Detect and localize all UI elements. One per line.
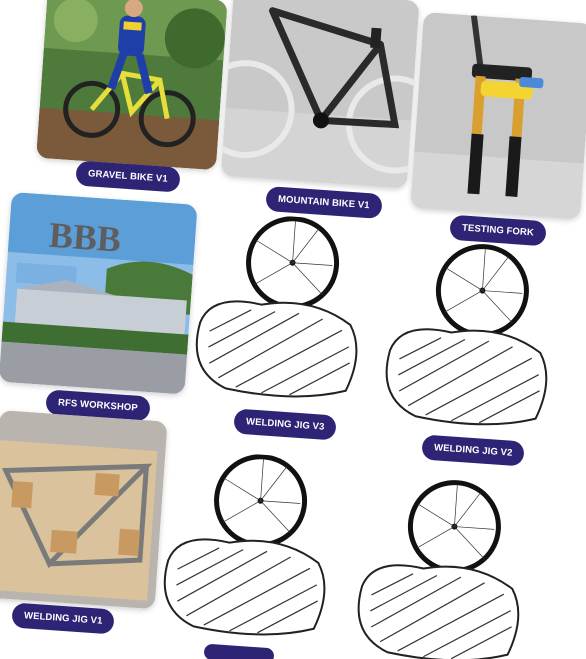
rider-image [36,0,227,170]
welding-jig-v1-photo[interactable] [0,410,168,609]
rfs-workshop-photo[interactable] [0,192,198,395]
card-gravel-bike[interactable] [36,0,227,170]
label-gravel-bike[interactable]: GRAVEL BIKE V1 [75,160,180,192]
card-mountain-bike[interactable] [221,0,420,189]
bbb-sign: BBB [47,214,123,260]
sketch-placeholder-image[interactable] [377,236,570,438]
testing-fork-photo[interactable] [410,12,586,219]
fork-image [410,12,586,219]
mountain-bike-photo[interactable] [221,0,420,189]
card-sketch-9[interactable] [349,472,542,659]
card-welding-jig-v2[interactable] [377,236,570,438]
label-welding-jig-v1[interactable]: WELDING JIG V1 [11,602,115,634]
label-welding-jig-v2[interactable]: WELDING JIG V2 [421,434,525,466]
card-rfs-workshop[interactable] [0,192,198,395]
label-mountain-bike[interactable]: MOUNTAIN BIKE V1 [265,186,382,219]
sketch-placeholder-image[interactable] [185,210,378,412]
label-welding-jig-v3[interactable]: WELDING JIG V3 [233,408,337,440]
gravel-bike-photo[interactable] [36,0,227,170]
sketch-placeholder-image[interactable] [153,448,346,652]
card-welding-jig-v1[interactable] [0,410,168,609]
mtb-frame-image [221,0,420,189]
sketch-placeholder-image[interactable] [349,472,542,659]
frame-jig-image [0,410,168,609]
card-testing-fork[interactable] [410,12,586,219]
label-testing-fork[interactable]: TESTING FORK [449,215,546,247]
card-welding-jig-v3[interactable] [185,210,378,412]
card-sketch-8[interactable] [153,448,346,652]
label-rfs-workshop[interactable]: RFS WORKSHOP [45,389,150,421]
workshop-image [0,192,198,395]
